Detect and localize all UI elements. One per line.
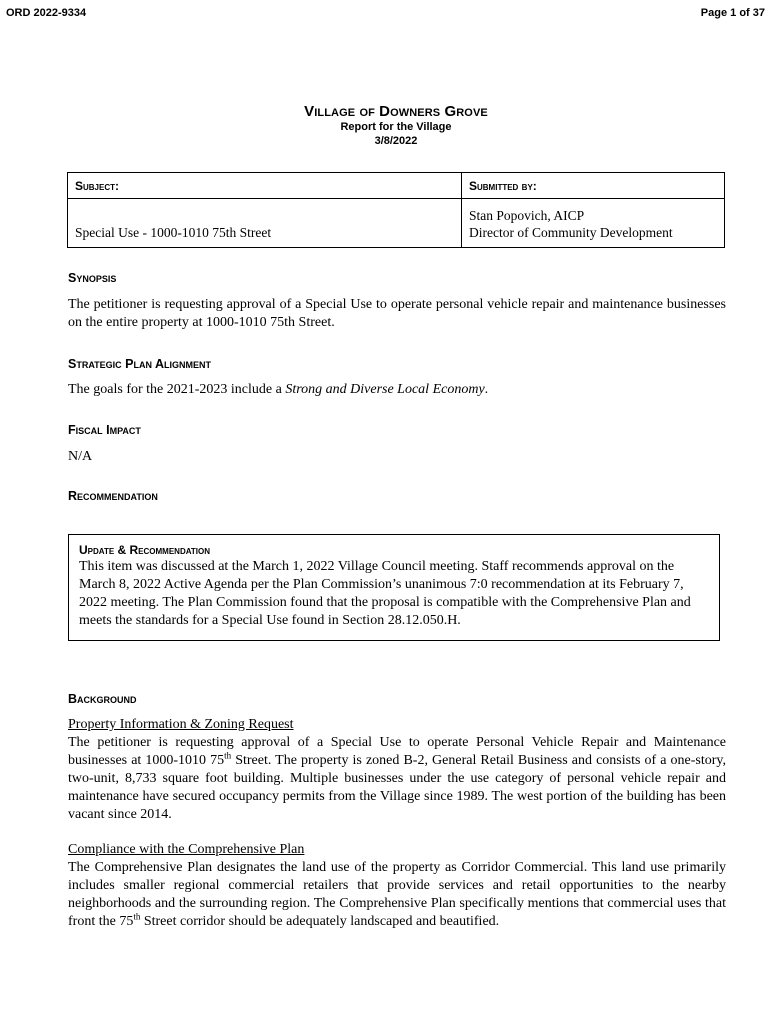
subject-value-cell [68,199,462,248]
background-section-1 [68,716,726,824]
strategic-goal: Strong and Diverse Local Economy [285,382,485,397]
document-title: Village of Downers Grove [304,103,488,120]
recommendation-text: This item was discussed at the March 1, 2022 Village Council meeting. Staff recommends approval on the March 8, 2022 Active Agenda per the Plan Commission’s unanimous 7:0 recommendation at its February 7, 2022 meeting. The Plan Commission found that the proposal is compatible with the Comprehensive Plan and meets the standards for a Special Use found in Section 28.12.050.H. [79,559,691,628]
subject-label: Subject: [75,179,120,193]
property-info-text: The petitioner is requesting approval of a Special Use to operate Personal Vehicle Repair and Maintenance businesses at 1000-1010 75th Street. The property is zoned B-2, General Retail Business and consists of a one-story, two-unit, 8,733 square foot building. Multiple businesses under the use category of personal vehicle repair and maintenance have secured occupancy permits from the Village since 1989. The west portion of the building has been vacant since 2014. [68,735,726,822]
submitted-by-label: Submitted by: [469,179,537,193]
subject-value: Special Use - 1000-1010 75th Street [75,225,272,240]
fiscal-impact-heading: Fiscal Impact [68,423,141,437]
background-heading: Background [68,692,137,706]
synopsis-heading: Synopsis [68,271,117,285]
fiscal-impact-text: N/A [68,449,93,464]
document-subtitle: Report for the Village [340,121,452,133]
submitter-title: Director of Community Development [469,225,673,240]
subject-table [67,172,725,248]
document-date: 3/8/2022 [374,135,418,147]
page-indicator: Page 1 of 37 [700,7,765,19]
submitter-cell [462,199,725,248]
update-recommendation-heading: Update & Recommendation [79,543,211,557]
property-info-subheading: Property Information & Zoning Request [68,717,294,732]
submitter-name: Stan Popovich, AICP [469,208,585,223]
comprehensive-plan-text: The Comprehensive Plan designates the land use of the property as Corridor Commercial. This land use primarily includes smaller regional commercial retailers that provide services and retail opportunities to the nearby neighborhoods and the surrounding region. The Comprehensive Plan specifically mentions that commercial uses that front the 75th Street corridor should be adequately landscaped and beautified. [68,860,726,929]
strategic-plan-heading: Strategic Plan Alignment [68,357,212,371]
submitted-header-cell [462,173,725,199]
title-block [0,103,770,148]
recommendation-box [68,534,720,641]
ordinance-number: ORD 2022-9334 [6,7,87,19]
background-section-2 [68,841,726,931]
synopsis-text: The petitioner is requesting approval of a Special Use to operate personal vehicle repair and maintenance businesses on the entire property at 1000-1010 75th Street. [68,297,726,330]
recommendation-heading: Recommendation [68,489,158,503]
subject-header-cell [68,173,462,199]
strategic-plan-text: The goals for the 2021-2023 include a Strong and Diverse Local Economy. [68,382,489,397]
comprehensive-plan-subheading: Compliance with the Comprehensive Plan [68,842,305,857]
